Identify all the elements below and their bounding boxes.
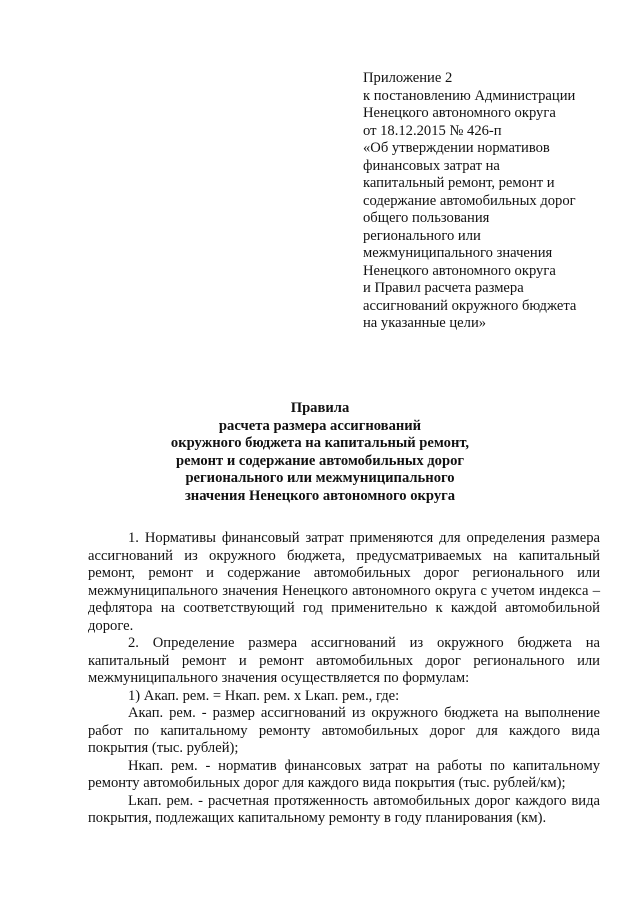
definition-akap: Акап. рем. - размер ассигнований из окружного бюджета на выполнение работ по капитальному ремонту автомобильных дорог для каждого вида покрытия (тыс. рублей); <box>88 705 600 756</box>
document-body <box>88 530 600 828</box>
title-line: регионального или межмуниципального <box>185 470 455 486</box>
title-line: ремонт и содержание автомобильных дорог <box>175 452 464 469</box>
definition-nkap: Нкап. рем. - норматив финансовых затрат на работы по капитальному ремонту автомобильных дорог для каждого вида покрытия (тыс. рублей/км); <box>88 757 600 791</box>
title-line: окружного бюджета на капитальный ремонт, <box>170 435 470 451</box>
appendix-line: на указанные цели» <box>363 315 487 331</box>
title-line: Правила <box>290 400 350 416</box>
document-title <box>60 400 580 505</box>
paragraph-2: 2. Определение размера ассигнований из окружного бюджета на капитальный ремонт и ремонт автомобильных дорог регионального или межмуниципального значения осуществляется по формулам: <box>88 635 600 686</box>
title-line: расчета размера ассигнований <box>218 417 422 434</box>
appendix-line: и Правил расчета размера <box>363 280 524 296</box>
appendix-line: Приложение 2 <box>363 70 453 86</box>
definition-lkap: Lкап. рем. - расчетная протяженность автомобильных дорог каждого вида покрытия, подлежащих капитальному ремонту в году планирования (км). <box>88 792 600 826</box>
appendix-line: ассигнований окружного бюджета <box>363 297 577 314</box>
appendix-line: «Об утверждении нормативов <box>363 140 550 156</box>
paragraph-1: 1. Нормативы финансовый затрат применяются для определения размера ассигнований из окружного бюджета, предусматриваемых на капитальный ремонт, ремонт и содержание автомобильных дорог регионального или межмуниципального значения Ненецкого автономного округа с учетом индекса – дефлятора на соответствующий год применительно к каждой автомобильной дороге. <box>88 530 600 634</box>
appendix-line: регионального или <box>363 227 481 244</box>
appendix-line: содержание автомобильных дорог <box>363 192 576 209</box>
appendix-line: Ненецкого автономного округа <box>363 105 556 121</box>
appendix-line: капитальный ремонт, ремонт и <box>363 175 555 191</box>
appendix-line: к постановлению Администрации <box>363 87 576 104</box>
title-line: значения Ненецкого автономного округа <box>184 487 456 504</box>
formula-line: 1) Акап. рем. = Нкап. рем. х Lкап. рем., где: <box>128 687 400 704</box>
appendix-line: финансовых затрат на <box>363 157 500 174</box>
appendix-header <box>363 70 618 333</box>
appendix-line: от 18.12.2015 № 426-п <box>363 122 502 139</box>
appendix-line: Ненецкого автономного округа <box>363 262 556 279</box>
appendix-line: межмуниципального значения <box>363 245 553 261</box>
appendix-line: общего пользования <box>363 210 490 226</box>
